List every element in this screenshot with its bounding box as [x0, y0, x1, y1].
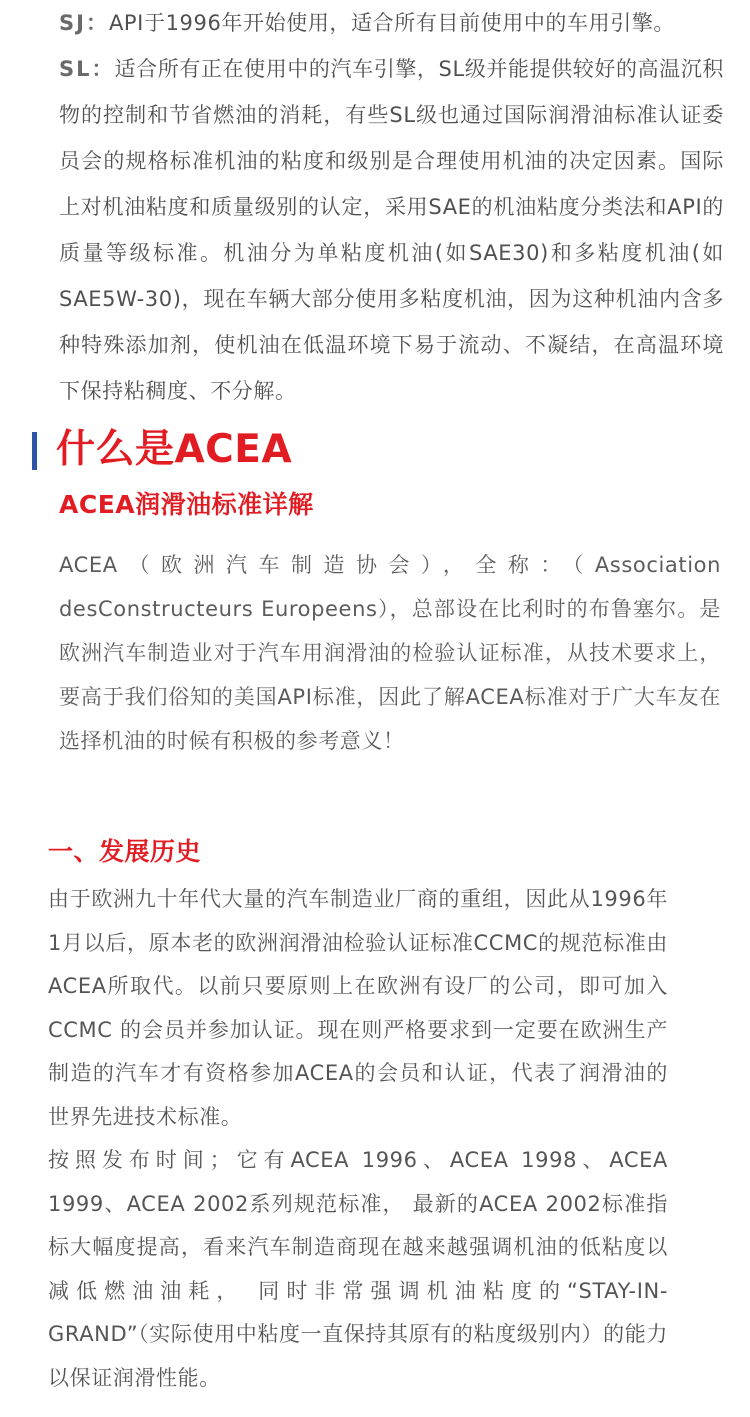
section-accent-bar	[32, 432, 37, 470]
acea-section-title: 什么是ACEA	[56, 427, 293, 472]
acea-section-subtitle: ACEA润滑油标准详解	[59, 490, 314, 519]
history-paragraph-2: 按照发布时间；它有ACEA 1996、ACEA 1998、ACEA 1999、ACEA 2002系列规范标准， 最新的ACEA 2002标准指标大幅度提高，看来汽车制造商现在越来越强调机油的低粘度以减低燃油油耗， 同时非常强调机油粘度的“STAY-IN-GRAND”（实际使用中粘度一直保持其原有的粘度级别内）的能力以保证润滑性能。	[48, 1148, 668, 1390]
history-body	[48, 878, 668, 1400]
sl-text: 适合所有正在使用中的汽车引擎，SL级并能提供较好的高温沉积物的控制和节省燃油的消耗，有些SL级也通过国际润滑油标准认证委员会的规格标准机油的粘度和级别是合理使用机油的决定因素。国际上对机油粘度和质量级别的认定，采用SAE的机油粘度分类法和API的质量等级标准。机油分为单粘度机油(如SAE30)和多粘度机油(如SAE5W-30)，现在车辆大部分使用多粘度机油，因为这种机油内含多种特殊添加剂，使机油在低温环境下易于流动、不凝结，在高温环境下保持粘稠度、不分解。	[59, 57, 724, 403]
sj-text: API于1996年开始使用，适合所有目前使用中的车用引擎。	[108, 11, 676, 35]
history-paragraph-1: 由于欧洲九十年代大量的汽车制造业厂商的重组，因此从1996年1月以后，原本老的欧洲润滑油检验认证标准CCMC的规范标准由ACEA所取代。以前只要原则上在欧洲有设厂的公司，即可加入CCMC 的会员并参加认证。现在则严格要求到一定要在欧洲生产制造的汽车才有资格参加ACEA的会员和认证，代表了润滑油的世界先进技术标准。	[48, 887, 668, 1129]
intro-section	[0, 0, 724, 414]
history-heading: 一、发展历史	[48, 837, 202, 866]
sl-paragraph	[59, 46, 724, 414]
sl-label: SL：	[59, 57, 115, 81]
sj-label: SJ：	[59, 11, 109, 35]
sj-paragraph	[59, 0, 724, 46]
acea-description: ACEA（欧洲汽车制造协会），全称：（Association desConstructeurs Europeens），总部设在比利时的布鲁塞尔。是欧洲汽车制造业对于汽车用润滑油的检验认证标准，从技术要求上，要高于我们俗知的美国API标准，因此了解ACEA标准对于广大车友在选择机油的时候有积极的参考意义！	[59, 553, 721, 753]
